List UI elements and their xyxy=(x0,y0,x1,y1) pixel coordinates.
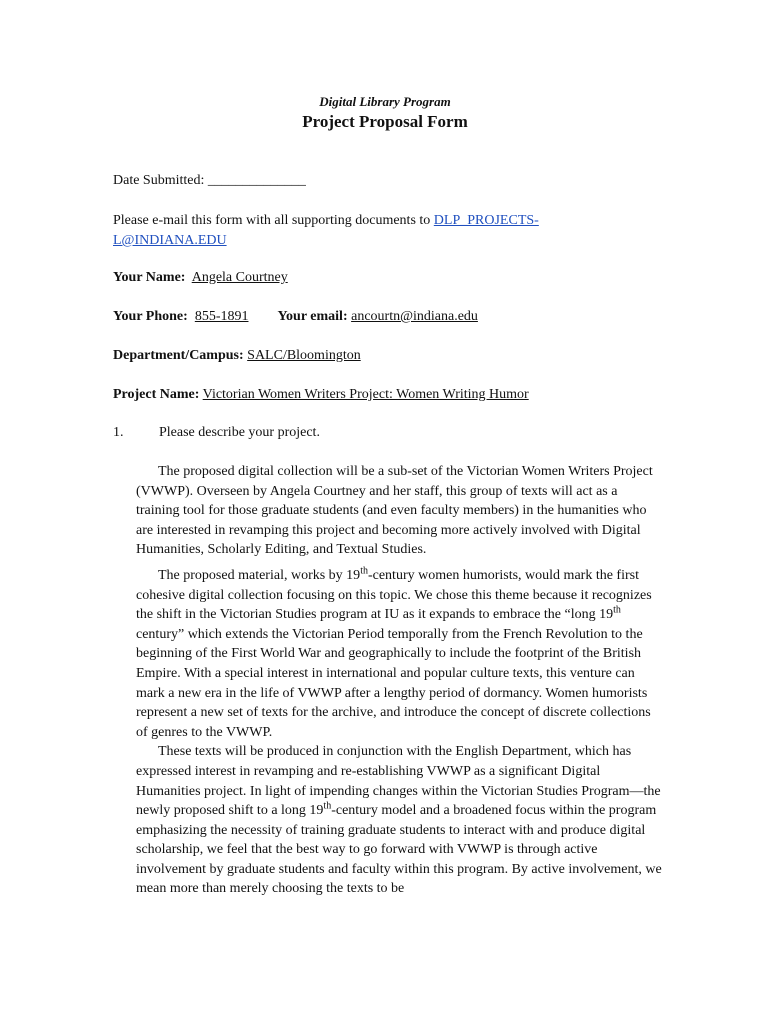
paragraph-1: The proposed digital collection will be a sub-set of the Victorian Women Writers Project (VWWP). Overseen by Angela Courtney and her staff, this group of texts will act as a training tool for those graduate students (and even faculty members) in the humanities who are interested in revamping this project and becoming more actively involved with Digital Humanities, Scholarly Editing, and Textual Studies. xyxy=(136,464,653,558)
phone-label: Your Phone: xyxy=(113,309,188,324)
name-line xyxy=(113,270,288,286)
project-description xyxy=(136,462,662,905)
email-label: Your email: xyxy=(277,309,348,324)
projects-email-link[interactable]: DLP_PROJECTS-L@INDIANA.EDU xyxy=(113,213,539,248)
project-label: Project Name: xyxy=(113,387,200,402)
email-value[interactable]: ancourtn@indiana.edu xyxy=(351,309,478,324)
date-submitted-label: Date Submitted: xyxy=(113,173,205,188)
department-value[interactable]: SALC/Bloomington xyxy=(247,348,361,363)
email-instruction-text: Please e-mail this form with all supporting documents to xyxy=(113,213,434,228)
department-line xyxy=(113,348,361,364)
question-number: 1. xyxy=(113,425,124,440)
name-label: Your Name: xyxy=(113,270,186,285)
paragraph-2: The proposed material, works by 19th-century women humorists, would mark the first cohesive digital collection focusing on this topic. We chose this theme because it recognizes the shift in the Victorian Studies program at IU as it expands to embrace the “long 19th century” which extends the Victorian Period temporally from the French Revolution to the beginning of the First World War and geographically to include the footprint of the British Empire. With a special interest in international and popular culture texts, this venture can mark a new era in the life of VWWP after a lengthy period of dormancy. Women humorists represent a new set of texts for the archive, and introduce the concept of discrete collections of genres to the VWWP. xyxy=(136,565,652,740)
project-value[interactable]: Victorian Women Writers Project: Women Writing Humor xyxy=(202,387,529,402)
phone-value[interactable]: 855-1891 xyxy=(194,309,249,324)
name-value[interactable]: Angela Courtney xyxy=(191,270,288,285)
phone-email-line xyxy=(113,309,478,325)
date-submitted-line xyxy=(113,173,306,189)
date-submitted-blank[interactable]: ______________ xyxy=(207,173,306,188)
program-title: Digital Library Program xyxy=(319,94,451,109)
form-title: Project Proposal Form xyxy=(302,112,468,131)
paragraph-3: These texts will be produced in conjunction with the English Department, which has expressed interest in revamping and re-establishing VWWP as a significant Digital Humanities project. In light of impending changes within the Victorian Studies Program—the newly proposed shift to a long 19th-century model and a broadened focus within the program emphasizing the necessity of training graduate students to interact with and produce digital scholarship, we feel that the best way to go forward with VWWP is through active involvement by graduate students and faculty within this program. By active involvement, we mean more than merely choosing the texts to be xyxy=(136,744,662,897)
project-name-line xyxy=(113,387,529,403)
email-instruction xyxy=(113,211,583,251)
department-label: Department/Campus: xyxy=(113,348,244,363)
question-text: Please describe your project. xyxy=(159,425,320,440)
